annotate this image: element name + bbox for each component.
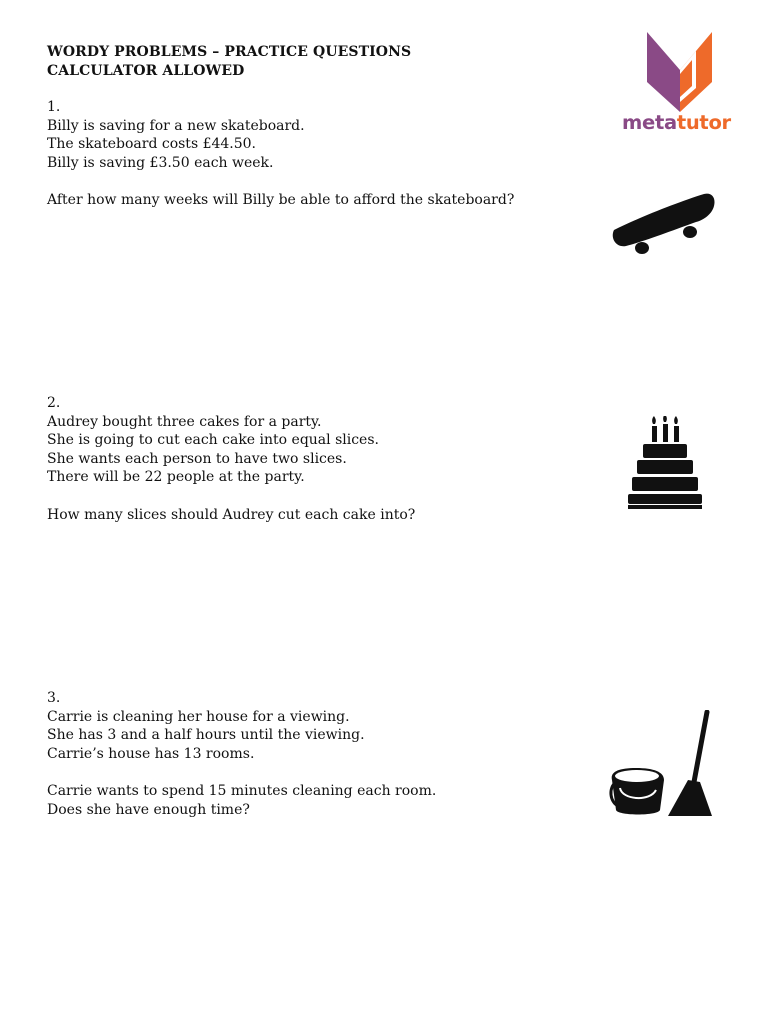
question-number: 3. (47, 690, 61, 706)
logo-meta: meta (622, 111, 677, 134)
metatutor-shield-icon (618, 30, 744, 114)
question-1 (47, 98, 514, 210)
question-number: 2. (47, 395, 61, 411)
question-number: 1. (47, 99, 61, 115)
question-line: She is going to cut each cake into equal slices. (47, 432, 379, 449)
question-3 (47, 689, 436, 819)
skateboard-icon (608, 188, 718, 258)
title-line-2: CALCULATOR ALLOWED (47, 63, 245, 79)
question-line: Carrie is cleaning her house for a viewing. (47, 708, 350, 725)
page-title (47, 43, 411, 81)
question-ask: Carrie wants to spend 15 minutes cleaning each room. (47, 782, 437, 799)
question-2 (47, 394, 415, 524)
question-ask: After how many weeks will Billy be able to afford the skateboard? (47, 191, 515, 208)
question-line: There will be 22 people at the party. (47, 469, 305, 486)
bucket-and-broom-icon (606, 710, 716, 820)
birthday-cake-icon (625, 416, 705, 512)
question-line: The skateboard costs £44.50. (47, 136, 257, 153)
logo-tutor: tutor (676, 111, 731, 134)
question-line: She has 3 and a half hours until the viewing. (47, 727, 365, 744)
logo-wordmark (622, 112, 731, 134)
metatutor-logo (618, 30, 744, 138)
question-ask: Does she have enough time? (47, 801, 250, 818)
question-line: Billy is saving for a new skateboard. (47, 117, 305, 134)
question-line: Carrie’s house has 13 rooms. (47, 745, 255, 762)
question-line: She wants each person to have two slices. (47, 450, 347, 467)
question-line: Audrey bought three cakes for a party. (47, 413, 322, 430)
question-line: Billy is saving £3.50 each week. (47, 154, 274, 171)
title-line-1: WORDY PROBLEMS – PRACTICE QUESTIONS (47, 44, 412, 60)
question-ask: How many slices should Audrey cut each cake into? (47, 506, 416, 523)
